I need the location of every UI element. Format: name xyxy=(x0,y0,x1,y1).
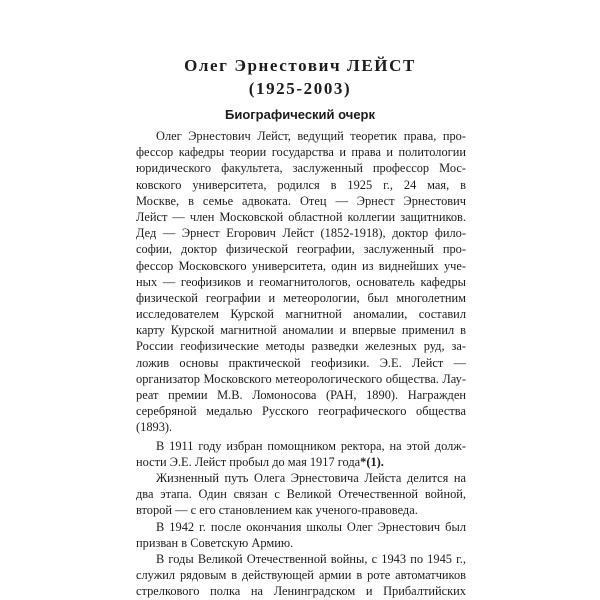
text-line: стрелкового полка на Ленинградском и Прибалтийских xyxy=(136,584,466,599)
text-line: карту Курской магнитной аномалии и впервые применил в xyxy=(136,323,466,338)
text-line: России геофизические методы разведки железных руд, за- xyxy=(136,339,466,354)
text-line: юридического факультета, заслуженный профессор Мос- xyxy=(136,161,466,176)
text-line: Лейст — член Московской областной коллегии защитников. xyxy=(136,209,466,224)
text-line: серебряной медалью Русского географического общества xyxy=(136,404,466,419)
text-line: ложив основы практической геофизики. Э.Е. Лейст — xyxy=(136,355,466,370)
biography-text xyxy=(136,128,466,599)
text-line: призван в Советскую Армию. xyxy=(136,535,294,550)
life-years: (1925-2003) xyxy=(248,79,352,98)
author-name: Олег Эрнестович ЛЕЙСТ xyxy=(184,56,416,75)
text-line: ковского университета, родился в 1925 г., 24 мая, в xyxy=(136,177,466,192)
footnote-mark: *(1). xyxy=(360,454,384,469)
text-line: фессор кафедры теории государства и права и политологии xyxy=(136,145,466,160)
text-line: ных — геофизиков и геомагнитологов, основатель кафедры xyxy=(136,274,466,289)
text-line: два этапа. Один связан с Великой Отечественной войной, xyxy=(136,487,466,502)
text-line: реат премии М.В. Ломоносова (РАН, 1890). Награжден xyxy=(136,388,466,402)
text-line-content: ности Э.Е. Лейст пробыл до мая 1917 года xyxy=(136,454,361,469)
text-line: (1893). xyxy=(136,420,173,435)
text-line: служил рядовым в действующей армии в роте автоматчиков xyxy=(136,568,466,583)
text-line: Олег Эрнестович Лейст, ведущий теоретик права, про- xyxy=(156,129,466,143)
text-line: Дед — Эрнест Егорович Лейст (1852-1918), доктор фило- xyxy=(136,226,466,241)
text-line: В годы Великой Отечественной войны, с 1943 по 1945 г., xyxy=(156,551,466,566)
text-line: организатор Московского метеорологического общества. Лау- xyxy=(136,371,466,386)
text-line: Жизненный путь Олега Эрнестовича Лейста делится на xyxy=(156,470,466,485)
text-line: физической географии и метеорологии, был многолетним xyxy=(136,290,466,305)
text-line: фессор Московского университета, один из виднейших уче- xyxy=(136,258,466,273)
text-line-with-footnote xyxy=(136,454,466,470)
text-line: Москве, в семье адвоката. Отец — Эрнест Эрнестович xyxy=(136,193,466,208)
text-line: софии, доктор физической географии, заслуженный про- xyxy=(136,242,466,257)
section-title: Биографический очерк xyxy=(224,107,375,122)
text-line: В 1942 г. после окончания школы Олег Эрнестович был xyxy=(156,519,466,534)
text-line: В 1911 году избран помощником ректора, на этой долж- xyxy=(156,438,466,453)
text-line: второй — с его становлением как ученого-правоведа. xyxy=(136,503,418,518)
text-line: исследователем Курской магнитной аномалии, составил xyxy=(136,307,466,322)
